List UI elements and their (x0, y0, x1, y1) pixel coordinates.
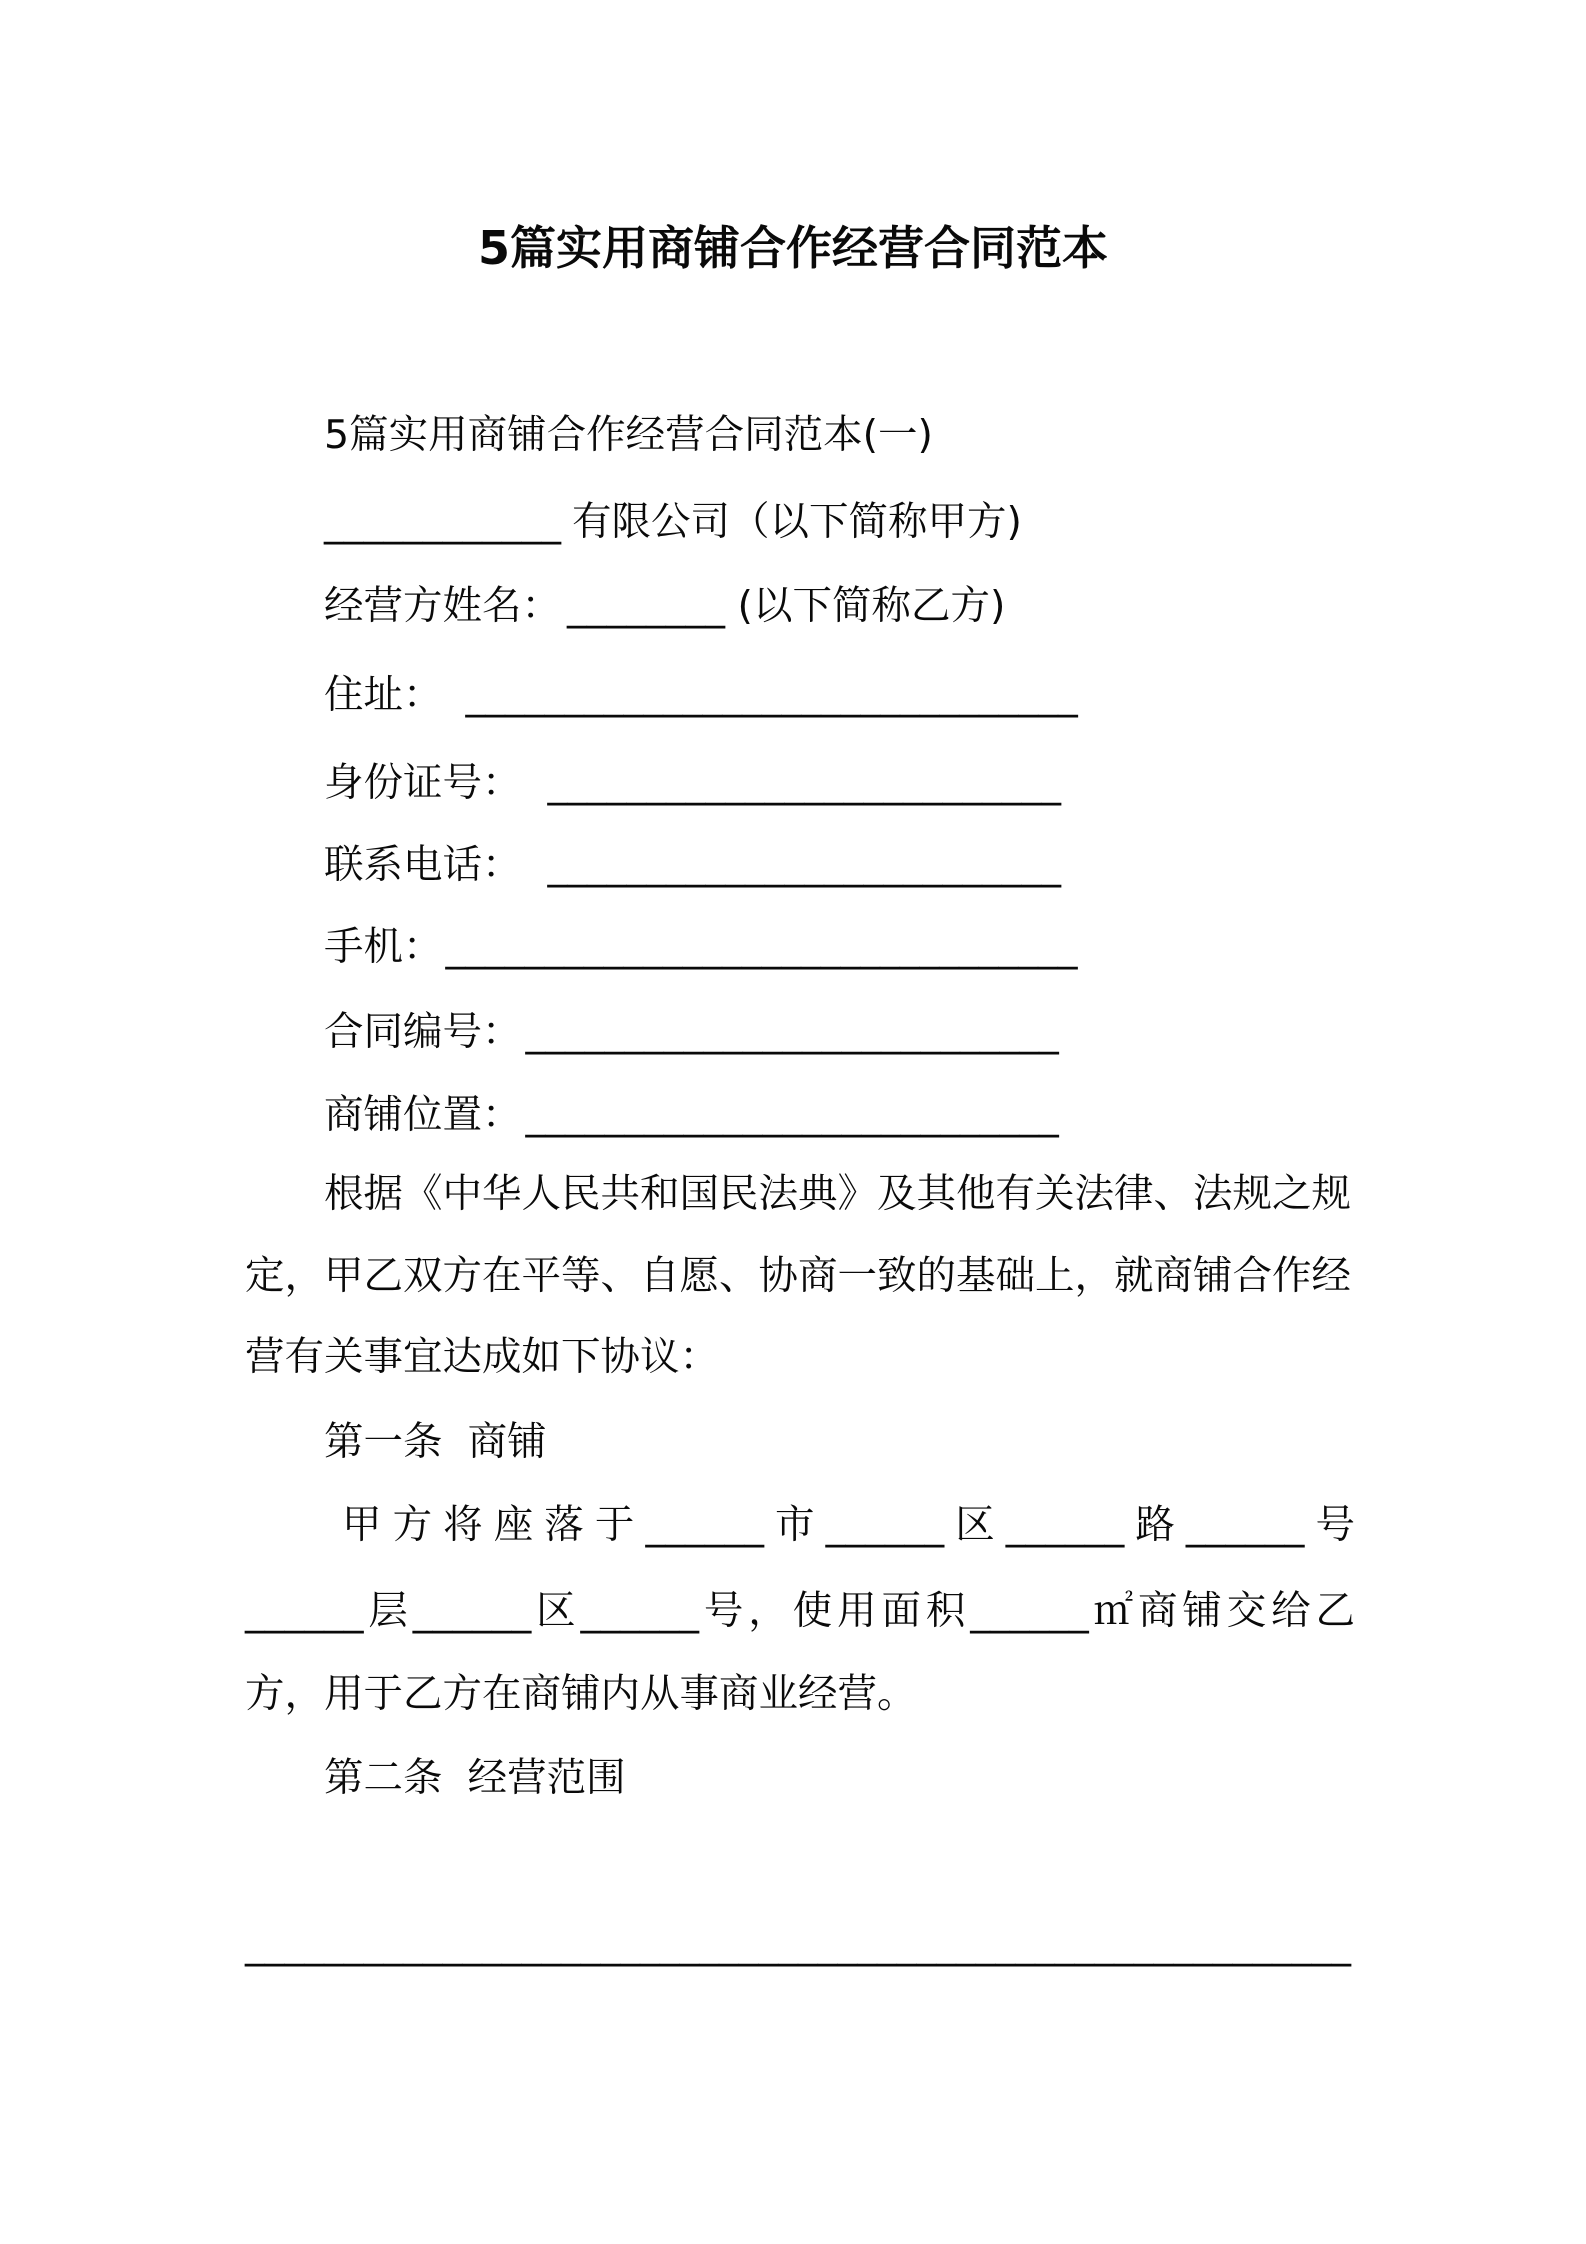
field-mobile (324, 919, 1078, 975)
party-a-line (324, 494, 1022, 550)
field-id-number-label: 身份证号： (324, 760, 522, 806)
field-phone-blank: __________________________ (547, 842, 1061, 888)
field-shop-location (324, 1087, 1059, 1143)
field-mobile-blank: ________________________________ (445, 924, 1078, 970)
article-1-heading: 第一条 商铺 (324, 1419, 547, 1465)
field-shop-location-blank: ___________________________ (525, 1092, 1059, 1138)
field-id-number-blank: __________________________ (547, 760, 1061, 806)
preamble-line: 定，甲乙双方在平等、自愿、协商一致的基础上，就商铺合作经 (245, 1253, 1351, 1299)
field-id-number (324, 755, 1061, 811)
field-phone-label: 联系电话： (324, 842, 522, 888)
party-b-line (324, 578, 1005, 634)
article-1-line: ______层______区______号，使用面积______㎡商铺交给乙 (245, 1588, 1355, 1634)
party-b-label: 经营方姓名： (324, 583, 561, 629)
field-address-blank: _______________________________ (465, 672, 1078, 718)
business-scope-blank: ________________________________________________________ (245, 1921, 1351, 1967)
field-contract-number-label: 合同编号： (324, 1009, 522, 1055)
field-contract-number-blank: ___________________________ (525, 1009, 1059, 1055)
preamble-line: 根据《中华人民共和国民法典》及其他有关法律、法规之规 (324, 1171, 1351, 1217)
article-2-heading: 第二条 经营范围 (324, 1755, 626, 1801)
preamble-line: 营有关事宜达成如下协议： (245, 1334, 719, 1380)
party-b-blank: ________ (567, 583, 725, 629)
field-mobile-label: 手机： (324, 924, 443, 970)
article-1-line: 方，用于乙方在商铺内从事商业经营。 (245, 1671, 917, 1717)
field-shop-location-label: 商铺位置： (324, 1092, 522, 1138)
field-address (324, 667, 1078, 723)
article-1-line: 甲方将座落于______市______区______路______号 (342, 1502, 1355, 1548)
party-b-text: (以下简称乙方) (725, 583, 1006, 629)
document-title: 5篇实用商铺合作经营合同范本 (477, 221, 1108, 275)
contract-subtitle: 5篇实用商铺合作经营合同范本(一) (324, 412, 933, 458)
party-a-blank: ____________ (324, 499, 561, 545)
field-address-label: 住址： (324, 672, 443, 718)
field-phone (324, 837, 1061, 893)
field-contract-number (324, 1004, 1059, 1060)
party-a-text: 有限公司（以下简称甲方) (572, 499, 1022, 545)
